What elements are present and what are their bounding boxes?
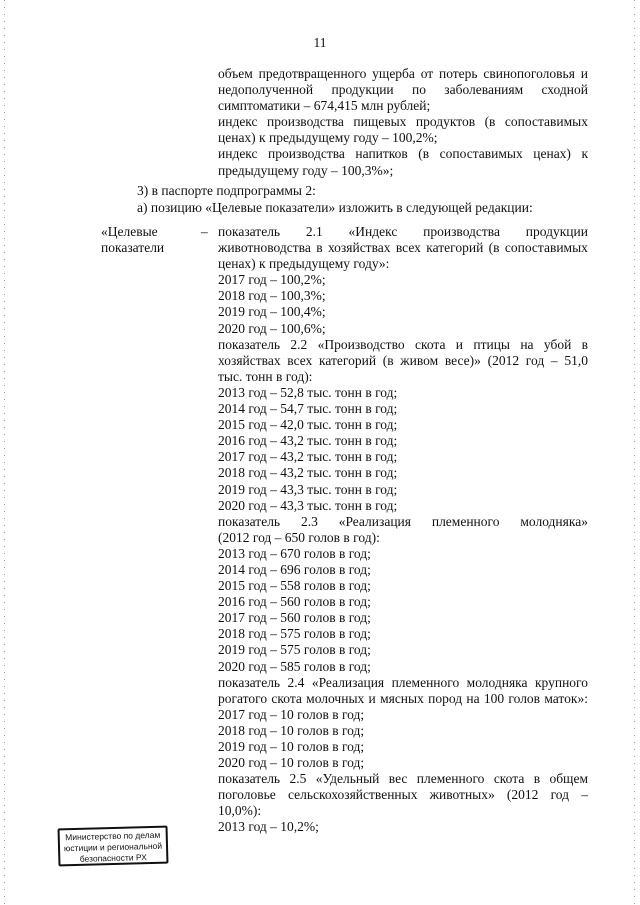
text-line: 2018 год – 10 голов в год; — [218, 722, 365, 738]
text-line: 2019 год – 575 голов в год; — [218, 642, 371, 658]
scan-edge-left — [4, 0, 5, 905]
text-line: показатель 2.4 «Реализация племенного молодняка крупного — [218, 674, 588, 690]
page-number: 11 — [313, 35, 327, 50]
text-line: недополученной продукции по заболеваниям сходной — [218, 82, 588, 98]
text-line: индекс производства пищевых продуктов (в сопоставимых — [218, 114, 588, 130]
text-line: 2019 год – 43,3 тыс. тонн в год; — [218, 481, 398, 497]
text-line: объем предотвращенного ущерба от потерь свинопоголовья и — [218, 66, 588, 81]
text-line: ценах) к предыдущему году»: — [218, 256, 390, 272]
label-line: показатели — [101, 240, 165, 256]
text-line: 2014 год – 54,7 тыс. тонн в год; — [218, 401, 398, 417]
text-line: хозяйствах всех категорий (в живом весе)» (2012 год – 51,0 — [218, 352, 588, 368]
text-line: показатель 2.5 «Удельный вес племенного скота в общем — [218, 771, 588, 787]
text-line: поголовье сельскохозяйственных животных» (2012 год – — [218, 787, 588, 803]
text-line: 2013 год – 670 голов в год; — [218, 545, 371, 561]
text-line: 2015 год – 558 голов в год; — [218, 578, 371, 594]
text-line: 2018 год – 100,3%; — [218, 288, 326, 304]
stamp-line: Министерство по делам — [65, 829, 161, 843]
text-line: 2016 год – 43,2 тыс. тонн в год; — [218, 433, 398, 449]
text-line: 2020 год – 585 голов в год; — [218, 658, 371, 674]
section-line: а) позицию «Целевые показатели» изложить в следующей редакции: — [137, 200, 533, 215]
text-line: индекс производства напитков (в сопоставимых ценах) к — [218, 146, 588, 162]
intro-block — [218, 66, 588, 179]
text-line: 2017 год – 10 голов в год; — [218, 706, 365, 722]
text-line: 2019 год – 10 голов в год; — [218, 739, 365, 754]
text-line: 2020 год – 100,6%; — [218, 320, 326, 336]
text-line: 2017 год – 43,2 тыс. тонн в год; — [218, 449, 398, 465]
ministry-stamp — [58, 826, 169, 867]
text-line: животноводства в хозяйствах всех категорий (в сопоставимых — [218, 240, 588, 256]
text-line: 2014 год – 696 голов в год; — [218, 561, 371, 577]
text-line: тыс. тонн в год): — [218, 368, 313, 384]
text-line: показатель 2.3 «Реализация племенного молодняка» — [218, 513, 588, 529]
text-line: симптоматики – 674,415 млн рублей; — [218, 98, 431, 114]
indicators-block — [218, 224, 588, 836]
stamp-line: юстиции и региональной — [63, 840, 163, 854]
text-line: ценах) к предыдущему году – 100,2%; — [218, 130, 438, 146]
label-line: «Целевые — [101, 224, 158, 239]
text-line: 2015 год – 42,0 тыс. тонн в год; — [218, 417, 398, 433]
scan-edge-right — [634, 0, 635, 905]
stamp-line: безопасности РХ — [79, 852, 147, 864]
section-line: 3) в паспорте подпрограммы 2: — [137, 183, 316, 198]
text-line: 2019 год – 100,4%; — [218, 304, 326, 320]
text-line: 2013 год – 52,8 тыс. тонн в год; — [218, 384, 398, 400]
text-line: показатель 2.2 «Производство скота и птицы на убой в — [218, 336, 588, 352]
target-indicators-label — [101, 224, 201, 256]
text-line: 2020 год – 10 голов в год; — [218, 755, 365, 771]
text-line: 10,0%): — [218, 803, 262, 819]
text-line: 2020 год – 43,3 тыс. тонн в год; — [218, 497, 398, 513]
text-line: 2018 год – 43,2 тыс. тонн в год; — [218, 465, 398, 481]
text-line: рогатого скота молочных и мясных пород на 100 голов маток»: — [218, 690, 588, 706]
text-line: предыдущему году – 100,3%»; — [218, 162, 394, 178]
label-dash: – — [201, 224, 208, 239]
text-line: (2012 год – 650 голов в год): — [218, 529, 380, 545]
text-line: 2016 год – 560 голов в год; — [218, 594, 371, 610]
text-line: 2017 год – 100,2%; — [218, 272, 326, 288]
text-line: показатель 2.1 «Индекс производства продукции — [218, 224, 588, 239]
text-line: 2013 год – 10,2%; — [218, 819, 319, 835]
text-line: 2018 год – 575 голов в год; — [218, 626, 371, 642]
text-line: 2017 год – 560 голов в год; — [218, 610, 371, 626]
